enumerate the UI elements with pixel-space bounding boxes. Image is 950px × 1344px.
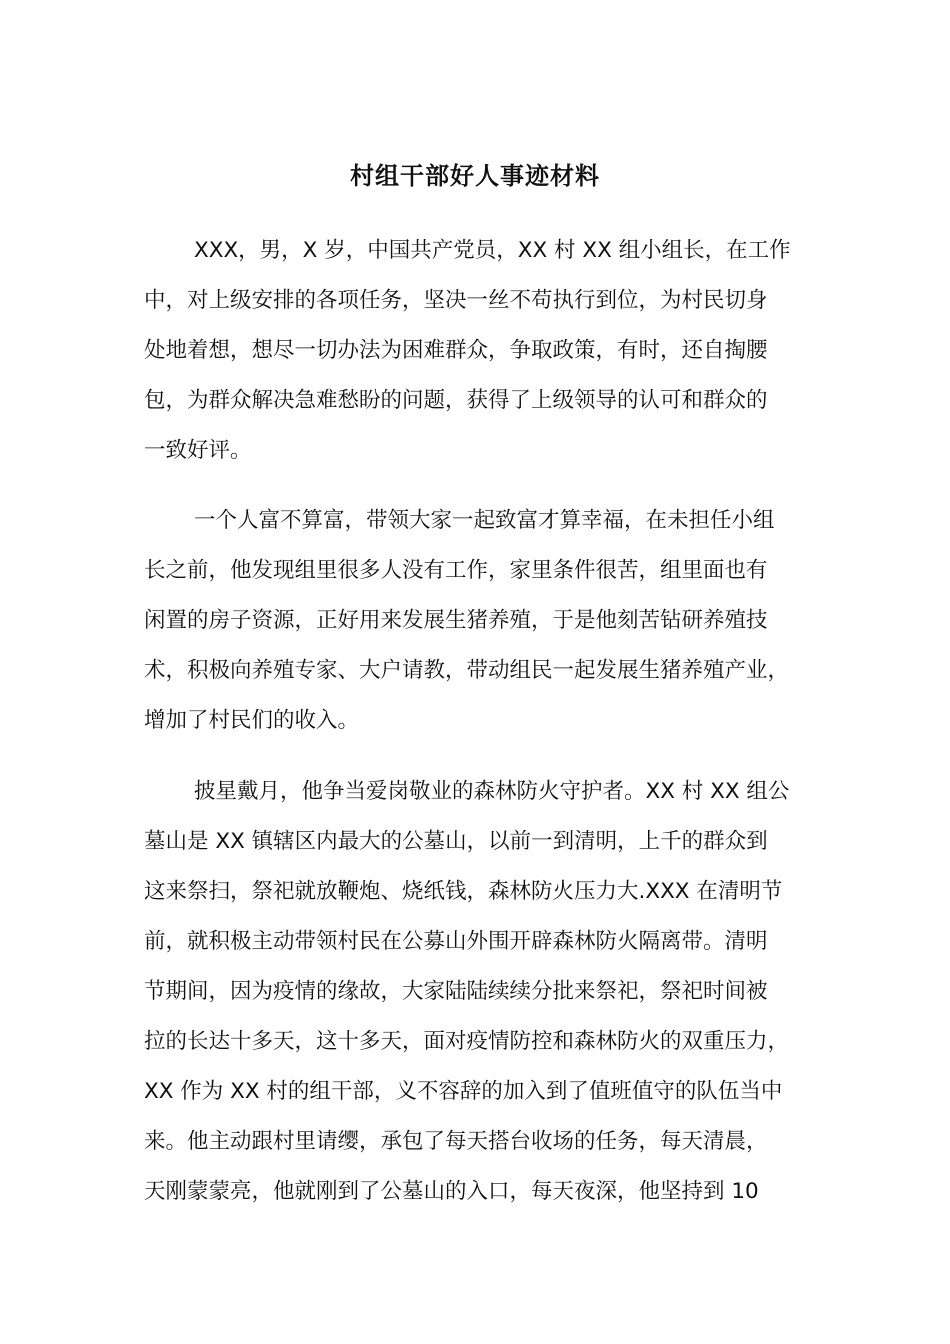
paragraph-line: 闲置的房子资源，正好用来发展生猪养殖，于是他刻苦钻研养殖技: [144, 608, 768, 633]
paragraph-line: 一致好评。: [144, 438, 252, 463]
paragraph-line: XX 作为 XX 村的组干部，义不容辞的加入到了值班值守的队伍当中: [144, 1079, 783, 1104]
paragraph-2: [144, 496, 812, 746]
document-title: 村组干部好人事迹材料: [350, 162, 600, 190]
paragraph-line: 天刚蒙蒙亮，他就刚到了公墓山的入口，每天夜深，他坚持到 10: [144, 1179, 759, 1204]
paragraph-line: 这来祭扫，祭祀就放鞭炮、烧纸钱，森林防火压力大.XXX 在清明节: [144, 879, 783, 904]
paragraph-line: 节期间，因为疫情的缘故，大家陆陆续续分批来祭祀，祭祀时间被: [144, 979, 768, 1004]
paragraph-line: 处地着想，想尽一切办法为困难群众，争取政策，有时，还自掏腰: [144, 338, 768, 363]
paragraph-line: 术，积极向养殖专家、大户请教，带动组民一起发展生猪养殖产业，: [144, 658, 790, 683]
paragraph-line: 中，对上级安排的各项任务，坚决一丝不苟执行到位，为村民切身: [144, 288, 768, 313]
paragraph-3: [144, 767, 812, 1217]
paragraph-line: XXX，男，X 岁，中国共产党员，XX 村 XX 组小组长，在工作: [194, 238, 791, 263]
paragraph-line: 墓山是 XX 镇辖区内最大的公墓山，以前一到清明，上千的群众到: [144, 829, 768, 854]
paragraph-line: 增加了村民们的收入。: [144, 708, 360, 733]
paragraph-line: 长之前，他发现组里很多人没有工作，家里条件很苦，组里面也有: [144, 558, 768, 583]
paragraph-line: 来。他主动跟村里请缨，承包了每天搭台收场的任务，每天清晨，: [144, 1129, 768, 1154]
paragraph-line: 披星戴月，他争当爱岗敬业的森林防火守护者。XX 村 XX 组公: [194, 779, 790, 804]
paragraph-line: 包，为群众解决急难愁盼的问题，获得了上级领导的认可和群众的: [144, 388, 768, 413]
paragraph-1: [144, 226, 812, 476]
paragraph-line: 拉的长达十多天，这十多天，面对疫情防控和森林防火的双重压力，: [144, 1029, 790, 1054]
paragraph-line: 一个人富不算富，带领大家一起致富才算幸福，在未担任小组: [194, 508, 775, 533]
paragraph-line: 前，就积极主动带领村民在公募山外围开辟森林防火隔离带。清明: [144, 929, 768, 954]
